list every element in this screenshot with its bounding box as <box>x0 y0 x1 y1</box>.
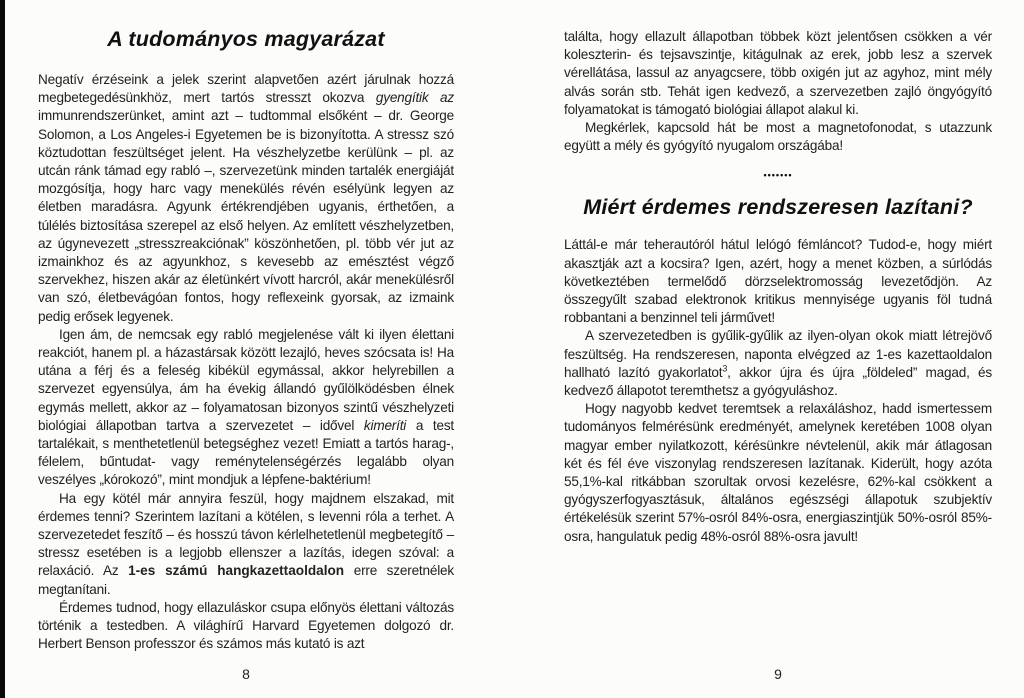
paragraph: Megkérlek, kapcsold hát be most a magnetofonodat, s utazzunk együtt a mély és gyógyító nyugalom országába! <box>564 120 992 154</box>
right-page-heading: Miért érdemes rendszeresen lazítani? <box>583 195 973 220</box>
scan-edge-strip <box>0 0 5 698</box>
section-separator-dots: ••••••• <box>763 170 793 181</box>
paragraph: Érdemes tudnod, hogy ellazuláskor csupa előnyös élettani változás történik a testedben. A világhírű Harvard Egyetemen dolgozó dr. Herbert Benson professzor és számos más kutató is azt <box>38 599 454 652</box>
paragraph: Negatív érzéseink a jelek szerint alapvetően azért járulnak hozzá megbetegedésünkhöz, mert tartós stresszt okozva gyengítik az immunrendszerünket, amint azt – tudtommal elsőként – dr. George Solomon, a Los Angeles-i Egyetemen be is bizonyította. A stressz szó köztudottan feszültséget jelent. Ha vészhelyzetbe kerülünk – pl. az utcán ránk támad egy rabló –, szervezetünk minden tartalék energiáját mozgósítja, hogy harc vagy menekülés révén esélyünk legyen az életben maradásra. Agyunk értékrendjében ugyanis, érthetően, a túlélés biztosítása szerepel az első helyen. Az említett vészhelyzetben, az úgynevezett „stresszreakciónak” köszönhetően, pl. több vér jut az izmainkhoz és az agyunkhoz, s kevesebb az emésztést végző szervekhez, hiszen akár az életünkért vívott harcról, akár menekülésről van szó, életbevágóan fontos, hogy reflexeink gyorsak, az izmaink pedig erősek legyenek. <box>38 72 454 324</box>
paragraph: A szervezetedben is gyűlik-gyűlik az ilyen-olyan okok miatt létrejövő feszültség. Ha rendszeresen, naponta elvégzed az 1-es kazettaoldalon hallható lazító gyakorlatot$^3$, akkor újra és újra „földeled” magad, és kedvező állapotot teremthetsz a gyógyuláshoz. <box>564 328 992 399</box>
left-page-heading: A tudományos magyarázat <box>107 27 385 51</box>
left-page-number: 8 <box>242 666 250 682</box>
paragraph: Igen ám, de nemcsak egy rabló megjelenése vált ki ilyen élettani reakciót, hanem pl. a házastársak között lezajló, heves szócsata is! Ha utána a férj és a feleség kibékül egymással, akkor helyrebillen a szervezet egyensúlya, ám ha évekig állandó gyűlölködésben élnek egymás mellett, akkor az – folyamatosan bizonyos szintű vészhelyzeti biológiai állapotban tartva a szervezetet – idővel kimeríti a test tartalékait, s menthetetlenül betegséghez vezet! Emiatt a tartós harag-, félelem, bűntudat- vagy reménytelenségérzés legalább olyan veszélyes „kórokozó”, mint mondjuk a lépfene-baktérium! <box>38 326 454 488</box>
right-page-body-bottom <box>564 236 992 545</box>
left-page-body <box>38 71 454 654</box>
right-page-number: 9 <box>774 666 782 682</box>
right-page-body-top <box>564 0 992 155</box>
paragraph: Hogy nagyobb kedvet teremtsek a relaxáláshoz, hadd ismertessem tudományos felmérésünk eredményét, amelynek keretében 1008 olyan magyar ember nyilatkozott, kérésünkre névtelenül, akik már átlagosan két és fél éve viszonylag rendszeresen lazítanak. Kiderült, hogy azóta 55,1%-kal ritkábban szorultak orvosi kezelésre, 62%-kal csökkent a gyógyszerfogyasztásuk, általános egészségi állapotuk szubjektív értékelésük szerint 57%-osról 84%-osra, energiaszintjük 50%-osról 85%-osra, hangulatuk pedig 48%-osról 88%-osra javult! <box>564 401 992 544</box>
paragraph: találta, hogy ellazult állapotban többek közt jelentősen csökken a vér koleszterin- és tejsavszintje, kitágulnak az erek, jobb lesz a szervek vérellátása, lassul az anyagcsere, több oxigén jut az agyhoz, mint mély alvás során stb. Tehát igen kedvező, a szervezetben zajló öngyógyító folyamatokat is támogató biológiai állapot alakul ki. <box>564 29 992 117</box>
paragraph: Ha egy kötél már annyira feszül, hogy majdnem elszakad, mit érdemes tenni? Szerintem lazítani a kötélen, s levenni róla a terhet. A szervezetedet feszítő – és hosszú távon kérlelhetetlenül megbetegítő – stressz esetében is a legjobb ellenszer a lazítás, idegen szóval: a relaxáció. Az 1-es számú hangkazettaoldalon erre szeretnélek megtanítani. <box>38 490 454 597</box>
left-page <box>38 0 454 698</box>
right-page <box>564 0 992 698</box>
paragraph: Láttál-e már teherautóról hátul lelógó fémláncot? Tudod-e, hogy miért akasztják azt a kocsira? Igen, azért, hogy a menet közben, a súrlódás következtében termelődő dörzselektromosság levezetődjön. Az összegyűlt szabad elektronok kritikus mennyisége ugyanis föl tudná robbantani a benzinnel teli járművet! <box>564 237 992 326</box>
